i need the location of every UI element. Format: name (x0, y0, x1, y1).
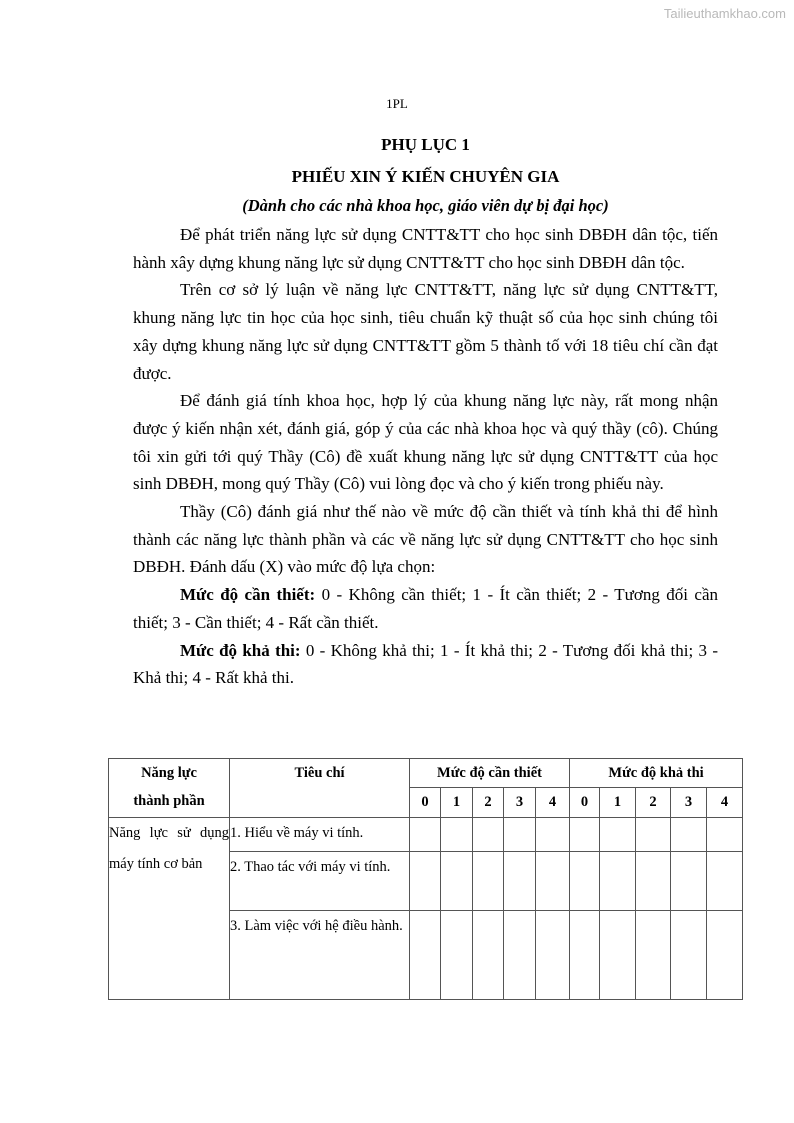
feasibility-0: 0 (570, 788, 600, 818)
rating-cell[interactable] (671, 818, 707, 852)
instruction-paragraph: Thầy (Cô) đánh giá như thế nào về mức độ cần thiết và tính khả thi để hình thành các năng lực thành phần và các về năng lực sử dụng CNTT&TT cho học sinh DBĐH. Đánh dấu (X) vào mức độ lựa chọn: (133, 502, 718, 577)
necessity-scale-label: Mức độ cần thiết: (180, 585, 316, 605)
rating-cell[interactable] (636, 911, 671, 1000)
rating-cell[interactable] (671, 852, 707, 911)
rating-cell[interactable] (473, 911, 504, 1000)
rating-cell[interactable] (671, 911, 707, 1000)
feasibility-scale-label: Mức độ khả thi: (180, 640, 301, 660)
rating-cell[interactable] (707, 911, 743, 1000)
page-number: 1PL (386, 96, 408, 111)
document-body (133, 130, 718, 692)
competency-cell: Năng lực sử dụng máy tính cơ bản (109, 818, 230, 1000)
rating-cell[interactable] (504, 818, 536, 852)
rating-cell[interactable] (473, 852, 504, 911)
rating-cell[interactable] (410, 852, 441, 911)
rating-cell[interactable] (707, 818, 743, 852)
necessity-scale-paragraph (133, 581, 718, 636)
rating-cell[interactable] (570, 911, 600, 1000)
rating-cell[interactable] (570, 818, 600, 852)
feasibility-2: 2 (636, 788, 671, 818)
necessity-0: 0 (410, 788, 441, 818)
header-competency: Năng lực thành phần (109, 759, 230, 818)
necessity-4: 4 (536, 788, 570, 818)
rating-cell[interactable] (600, 818, 636, 852)
rating-cell[interactable] (707, 852, 743, 911)
rating-cell[interactable] (600, 852, 636, 911)
rating-cell[interactable] (473, 818, 504, 852)
rating-cell[interactable] (441, 911, 473, 1000)
rating-cell[interactable] (504, 852, 536, 911)
feasibility-scale-paragraph (133, 637, 718, 692)
rating-cell[interactable] (636, 818, 671, 852)
intro-paragraph: Để phát triển năng lực sử dụng CNTT&TT cho học sinh DBĐH dân tộc, tiến hành xây dựng khung năng lực sử dụng CNTT&TT cho học sinh DBĐH dân tộc. (133, 225, 718, 272)
criteria-cell: 3. Làm việc với hệ điều hành. (230, 911, 410, 1000)
appendix-heading: PHỤ LỤC 1 (381, 135, 470, 154)
necessity-1: 1 (441, 788, 473, 818)
header-criteria: Tiêu chí (230, 759, 410, 818)
form-title: PHIẾU XIN Ý KIẾN CHUYÊN GIA (291, 167, 560, 186)
table-row (109, 818, 743, 852)
necessity-3: 3 (504, 788, 536, 818)
necessity-scale-text: 0 - Không cần thiết; 1 - Ít cần thiết; 2 - Tương đối cần thiết; 3 - Cần thiết; 4 - Rất cần thiết. (133, 585, 718, 632)
criteria-cell: 1. Hiểu về máy vi tính. (230, 818, 410, 852)
rating-cell[interactable] (536, 911, 570, 1000)
header-necessity: Mức độ cần thiết (410, 759, 570, 788)
rating-cell[interactable] (410, 911, 441, 1000)
rating-cell[interactable] (441, 818, 473, 852)
rating-cell[interactable] (504, 911, 536, 1000)
survey-table (108, 758, 743, 1000)
table-header-row (109, 759, 743, 788)
rating-cell[interactable] (600, 911, 636, 1000)
feasibility-3: 3 (671, 788, 707, 818)
request-paragraph: Để đánh giá tính khoa học, hợp lý của khung năng lực này, rất mong nhận được ý kiến nhận xét, đánh giá, góp ý của các nhà khoa học và quý thầy (cô). Chúng tôi xin gửi tới quý Thầy (Cô) đề xuất khung năng lực sử dụng CNTT&TT của học sinh DBĐH, mong quý Thầy (Cô) vui lòng đọc và cho ý kiến trong phiếu này. (133, 391, 718, 494)
rating-cell[interactable] (441, 852, 473, 911)
rating-cell[interactable] (536, 852, 570, 911)
rating-cell[interactable] (536, 818, 570, 852)
rating-cell[interactable] (570, 852, 600, 911)
watermark: Tailieuthamkhao.com (663, 6, 786, 21)
necessity-2: 2 (473, 788, 504, 818)
feasibility-4: 4 (707, 788, 743, 818)
feasibility-1: 1 (600, 788, 636, 818)
header-feasibility: Mức độ khả thi (570, 759, 743, 788)
feasibility-scale-text: 0 - Không khả thi; 1 - Ít khả thi; 2 - Tương đối khả thi; 3 - Khả thi; 4 - Rất khả thi. (133, 640, 718, 688)
form-subtitle: (Dành cho các nhà khoa học, giáo viên dự bị đại học) (242, 196, 609, 215)
rating-cell[interactable] (636, 852, 671, 911)
criteria-cell: 2. Thao tác với máy vi tính. (230, 852, 410, 911)
rating-cell[interactable] (410, 818, 441, 852)
basis-paragraph: Trên cơ sở lý luận về năng lực CNTT&TT, năng lực sử dụng CNTT&TT, khung năng lực tin học của học sinh, tiêu chuẩn kỹ thuật số của học sinh chúng tôi xây dựng khung năng lực sử dụng CNTT&TT gồm 5 thành tố với 18 tiêu chí cần đạt được. (133, 280, 718, 383)
